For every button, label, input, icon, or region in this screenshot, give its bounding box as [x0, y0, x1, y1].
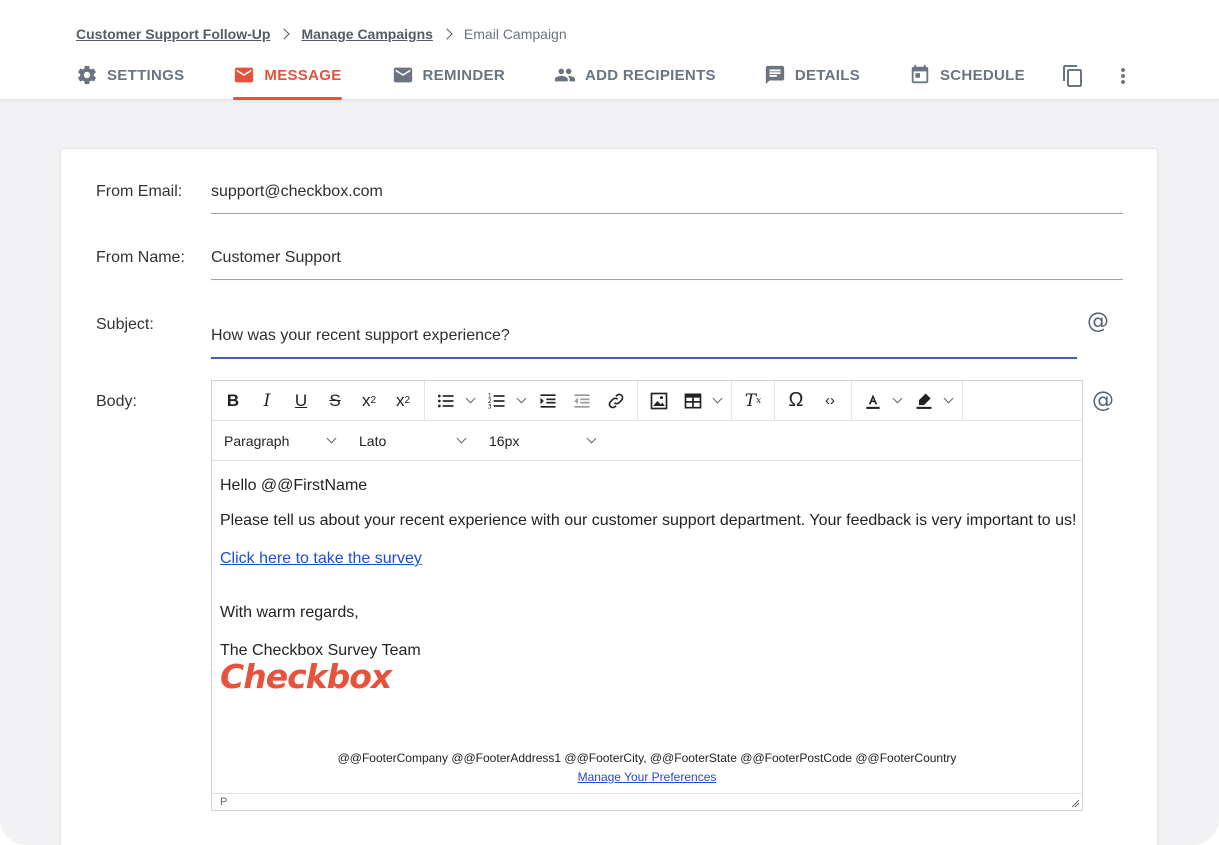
- element-path[interactable]: P: [220, 796, 228, 808]
- rich-text-editor: [211, 380, 1083, 811]
- calendar-icon: [909, 64, 931, 86]
- list-group: [425, 381, 638, 421]
- font-size-select[interactable]: [489, 433, 599, 449]
- svg-text:2: 2: [487, 398, 492, 405]
- chevron-down-icon[interactable]: [893, 394, 903, 404]
- tab-label: MESSAGE: [264, 66, 342, 84]
- format-group: [212, 381, 425, 421]
- tab-schedule[interactable]: [909, 60, 1025, 100]
- greeting-text: Hello @@FirstName: [220, 477, 368, 494]
- tab-label: DETAILS: [794, 66, 860, 84]
- at-mention-icon[interactable]: @: [1087, 309, 1109, 334]
- gear-icon: [76, 64, 98, 86]
- tab-settings[interactable]: [76, 60, 184, 100]
- subscript-button[interactable]: x 2: [395, 390, 411, 410]
- tab-label: SCHEDULE: [940, 66, 1025, 84]
- more-vert-icon[interactable]: [1111, 64, 1135, 88]
- resize-handle-icon[interactable]: [1070, 798, 1080, 808]
- tab-label: SETTINGS: [107, 66, 185, 84]
- tab-label: ADD RECIPIENTS: [584, 66, 716, 84]
- block-format-value: Paragraph: [224, 432, 290, 449]
- envelope-icon: [233, 64, 255, 86]
- font-family-value: Lato: [359, 432, 387, 449]
- strikethrough-button[interactable]: S: [329, 390, 341, 410]
- comment-icon: [764, 64, 786, 86]
- chevron-down-icon: [457, 434, 467, 444]
- chevron-down-icon[interactable]: [944, 394, 954, 404]
- underline-button[interactable]: U: [294, 390, 308, 410]
- tab-details[interactable]: [764, 60, 860, 100]
- insert-group: [638, 381, 732, 421]
- subject-label: Subject:: [96, 316, 154, 333]
- clear-format-icon[interactable]: T x: [744, 390, 762, 411]
- bold-button[interactable]: B: [226, 390, 240, 410]
- signature-text: The Checkbox Survey Team: [220, 642, 421, 659]
- svg-text:1: 1: [487, 393, 492, 400]
- breadcrumb-current: Email Campaign: [463, 26, 567, 42]
- superscript-button[interactable]: x 2: [361, 390, 377, 410]
- tab-reminder[interactable]: [392, 60, 505, 100]
- breadcrumb: [76, 26, 567, 42]
- special-group: [775, 381, 852, 421]
- color-group: [852, 381, 963, 421]
- tab-add-recipients[interactable]: [554, 60, 716, 100]
- chevron-down-icon[interactable]: [466, 394, 476, 404]
- footer-address: @@FooterCompany @@FooterAddress1 @@FooterCity, @@FooterState @@FooterPostCode @@FooterCountry: [337, 751, 957, 765]
- tab-message[interactable]: [233, 60, 341, 100]
- breadcrumb-manage-campaigns[interactable]: Manage Campaigns: [301, 26, 433, 42]
- manage-preferences-link[interactable]: Manage Your Preferences: [577, 770, 717, 784]
- page-header: [0, 0, 1219, 100]
- survey-link[interactable]: Click here to take the survey: [220, 550, 422, 567]
- indent-icon[interactable]: [533, 386, 563, 416]
- people-icon: [554, 64, 576, 86]
- editor-statusbar: [212, 793, 1082, 810]
- header-actions: [1061, 64, 1135, 88]
- editor-toolbar: [212, 381, 1082, 421]
- from-email-field[interactable]: support@checkbox.com: [211, 183, 1123, 214]
- chevron-down-icon: [327, 434, 337, 444]
- source-code-icon[interactable]: ‹›: [825, 392, 835, 409]
- chevron-right-icon: [279, 28, 290, 39]
- svg-text:3: 3: [487, 404, 492, 410]
- from-name-field[interactable]: Customer Support: [211, 249, 1123, 280]
- chevron-down-icon: [587, 434, 597, 444]
- font-size-value: 16px: [489, 432, 520, 449]
- clear-group: [732, 381, 775, 421]
- chevron-down-icon[interactable]: [517, 394, 527, 404]
- block-format-select[interactable]: [224, 433, 339, 449]
- from-email-label: From Email:: [96, 183, 183, 200]
- tab-label: REMINDER: [422, 66, 505, 84]
- at-mention-icon[interactable]: @: [1092, 388, 1114, 413]
- chevron-down-icon[interactable]: [713, 394, 723, 404]
- email-form-card: [60, 148, 1158, 845]
- link-icon[interactable]: [601, 386, 631, 416]
- body-paragraph: Please tell us about your recent experience with our customer support department. Your feedback is very important to us!: [220, 512, 1077, 529]
- highlight-icon[interactable]: [909, 386, 939, 416]
- editor-content[interactable]: [212, 461, 1082, 793]
- envelope-icon: [392, 64, 414, 86]
- text-color-icon[interactable]: [858, 386, 888, 416]
- tab-bar: [76, 60, 1025, 100]
- checkbox-logo: Checkbox: [220, 657, 392, 696]
- font-family-select[interactable]: [359, 433, 469, 449]
- special-char-icon[interactable]: Ω: [788, 389, 804, 411]
- italic-button[interactable]: I: [263, 390, 271, 411]
- editor-format-toolbar: [212, 421, 1082, 461]
- table-icon[interactable]: [678, 386, 708, 416]
- bullet-list-icon[interactable]: [431, 386, 461, 416]
- breadcrumb-customer-support[interactable]: Customer Support Follow-Up: [76, 26, 271, 42]
- numbered-list-icon[interactable]: [482, 386, 512, 416]
- closing-text: With warm regards,: [220, 604, 359, 621]
- image-icon[interactable]: [644, 386, 674, 416]
- body-label: Body:: [96, 393, 137, 410]
- subject-field[interactable]: How was your recent support experience?: [211, 327, 1077, 359]
- chevron-right-icon: [441, 28, 452, 39]
- copy-icon[interactable]: [1061, 64, 1085, 88]
- outdent-icon[interactable]: [567, 386, 597, 416]
- from-name-label: From Name:: [96, 249, 185, 266]
